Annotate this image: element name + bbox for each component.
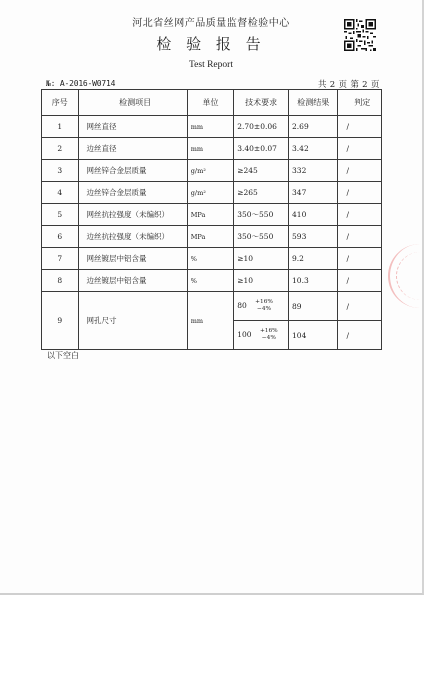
row-seq: 6	[42, 226, 79, 248]
header-result: 检测结果	[289, 90, 338, 116]
row-seq: 3	[42, 160, 79, 182]
row-unit: %	[187, 270, 233, 292]
row-result: 104	[289, 321, 338, 350]
report-number: №: A-2016-W0714	[46, 79, 116, 88]
row-requirement	[234, 292, 289, 321]
row-result: 593	[289, 226, 338, 248]
official-seal	[388, 244, 424, 308]
row-unit: %	[187, 248, 233, 270]
row-judgement: /	[338, 321, 382, 350]
row-item: 网丝锌合金层质量	[78, 160, 187, 182]
row-judgement: /	[338, 138, 382, 160]
header-requirement: 技术要求	[234, 90, 289, 116]
row-item: 边丝锌合金层质量	[78, 182, 187, 204]
row-unit: mm	[187, 138, 233, 160]
header-seq: 序号	[42, 90, 79, 116]
row-item: 网孔尺寸	[78, 292, 187, 350]
row-item: 网丝抗拉强度（未编织）	[78, 204, 187, 226]
row-seq: 2	[42, 138, 79, 160]
row-requirement: 3.40±0.07	[234, 138, 289, 160]
row-requirement: 350～550	[234, 226, 289, 248]
tolerance-minus: −4%	[257, 306, 272, 312]
table-row	[42, 204, 382, 226]
row-unit: mm	[187, 116, 233, 138]
row-result: 9.2	[289, 248, 338, 270]
official-seal-inner-ring	[396, 252, 423, 300]
row-seq: 7	[42, 248, 79, 270]
table-row	[42, 226, 382, 248]
table-header-row	[42, 90, 382, 116]
row-item: 网丝直径	[78, 116, 187, 138]
row-requirement: ≥245	[234, 160, 289, 182]
row-unit: g/m²	[187, 160, 233, 182]
tolerance-plus: +16%	[259, 328, 278, 334]
tolerance	[255, 299, 273, 313]
table-row	[42, 138, 382, 160]
row-result: 347	[289, 182, 338, 204]
row-seq: 4	[42, 182, 79, 204]
table-row	[42, 270, 382, 292]
row-requirement	[234, 321, 289, 350]
tolerance-minus: −4%	[261, 335, 276, 341]
blank-below-note: 以下空白	[47, 351, 79, 360]
row-seq: 1	[42, 116, 79, 138]
row-requirement: 350～550	[234, 204, 289, 226]
test-results-table	[41, 89, 382, 350]
row-result: 332	[289, 160, 338, 182]
table-row	[42, 248, 382, 270]
table-row-mesh-size	[42, 292, 382, 321]
row-unit: mm	[187, 292, 233, 350]
row-requirement: 2.70±0.06	[234, 116, 289, 138]
row-result: 2.69	[289, 116, 338, 138]
row-judgement: /	[338, 292, 382, 321]
row-judgement: /	[338, 204, 382, 226]
table-row	[42, 160, 382, 182]
header-judgement: 判定	[338, 90, 382, 116]
row-judgement: /	[338, 226, 382, 248]
row-requirement: ≥10	[234, 270, 289, 292]
header-unit: 单位	[187, 90, 233, 116]
row-result: 89	[289, 292, 338, 321]
row-judgement: /	[338, 182, 382, 204]
table-row	[42, 116, 382, 138]
qr-code-icon	[344, 19, 376, 51]
organization-name: 河北省丝网产品质量监督检验中心	[132, 18, 290, 29]
nominal-size: 80	[237, 301, 247, 310]
tolerance-plus: +16%	[255, 299, 273, 305]
row-item: 边丝直径	[78, 138, 187, 160]
tolerance	[260, 328, 278, 342]
row-unit: MPa	[187, 226, 233, 248]
row-item: 边丝抗拉强度（未编织）	[78, 226, 187, 248]
row-judgement: /	[338, 116, 382, 138]
report-title-english: Test Report	[189, 60, 233, 70]
row-requirement: ≥265	[234, 182, 289, 204]
row-unit: MPa	[187, 204, 233, 226]
row-item: 边丝镀层中铝含量	[78, 270, 187, 292]
row-unit: g/m²	[187, 182, 233, 204]
row-result: 10.3	[289, 270, 338, 292]
row-seq: 8	[42, 270, 79, 292]
report-title: 检 验 报 告	[156, 35, 266, 53]
row-result: 410	[289, 204, 338, 226]
table-row	[42, 182, 382, 204]
row-judgement: /	[338, 160, 382, 182]
row-seq: 5	[42, 204, 79, 226]
row-judgement: /	[338, 270, 382, 292]
row-judgement: /	[338, 248, 382, 270]
row-item: 网丝镀层中铝含量	[78, 248, 187, 270]
row-seq: 9	[42, 292, 79, 350]
nominal-size: 100	[237, 330, 252, 339]
header-item: 检测项目	[78, 90, 187, 116]
row-result: 3.42	[289, 138, 338, 160]
row-requirement: ≥10	[234, 248, 289, 270]
page-info: 共 2 页 第 2 页	[318, 80, 380, 90]
